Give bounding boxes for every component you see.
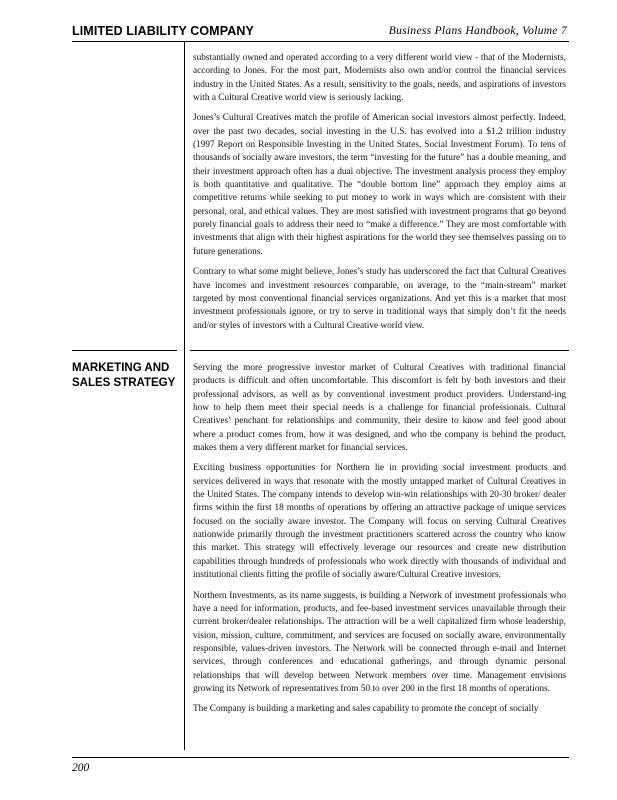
paragraph: Northern Investments, as its name suggests, is building a Network of investment professionals who have a need for information, products, and fee-based investment services unavailable through their current broker/dealer relationships. The attraction will be a well capitalized firm whose leadership, vision, mission, culture, commitment, and services are focused on socially aware, environmentally responsible, values-driven investors. The Network will be connected through e-mail and Internet services, through conferences and educational gatherings, and through dynamic personal relationships that will develop between Network members over time. Management envisions growing its Network of representatives from 50 to over 200 in the first 18 months of operations. — [193, 590, 566, 694]
section-body-continued — [193, 52, 566, 340]
column-divider — [184, 42, 185, 750]
paragraph: Jones’s Cultural Creatives match the profile of American social investors almost perfectly. Indeed, over the past two decades, social investing in the U.S. has evolved into a $1.2 trillion industry (1997 Report on Responsible Investing in the United States, Social Investment Forum). To tens of thousands of socially aware investors, the term “investing for the future” has a double meaning, and their investment approach often has a dual objective. The investment analysis process they employ is both quantitative and qualitative. The “double bottom line” approach they employ aims at competitive returns while seeking to put money to work in ways which are consistent with their personal, oral, and ethical values. They are most satisfied with investment programs that go beyond purely financial goals to address their need to “make a difference.” They are most comfortable with investments that align with their highest aspirations for the world they see themselves passing on to future generations. — [193, 113, 566, 257]
section-rule-main — [190, 350, 569, 351]
section-heading-line: MARKETING AND — [72, 362, 170, 374]
paragraph: The Company is building a marketing and sales capability to promote the concept of socially — [193, 704, 539, 715]
page-number: 200 — [72, 762, 90, 774]
footer-rule — [72, 757, 569, 758]
paragraph: Serving the more progressive investor market of Cultural Creatives with traditional financial products is difficult and often uncomfortable. This discomfort is felt by both investors and their professional advisors, as well as by conventional investment product providers. Understand-ing how to help them meet their special needs is a challenge for financial professionals. Cultural Creatives’ penchant for relationships and community, their desire to know and feel good about where a product comes from, how it was designed, and who the company is behind the product, makes them a very different market for financial services. — [193, 363, 566, 454]
running-header-left: LIMITED LIABILITY COMPANY — [72, 24, 254, 38]
running-header-right: Business Plans Handbook, Volume 7 — [388, 25, 567, 37]
section-rule-left — [72, 350, 177, 351]
paragraph: Contrary to what some might believe, Jones’s study has underscored the fact that Cultural Creatives have incomes and investment resources comparable, on average, to the “main-stream” market targeted by most conventional financial services organizations. And yet this is a market that most investment professionals ignore, or try to serve in traditional ways that simply don’t fit the needs and/or styles of investors with a Cultural Creative world view. — [193, 267, 566, 331]
section-heading-line: SALES STRATEGY — [72, 377, 176, 389]
paragraph: Exciting business opportunities for Northern lie in providing social investment products and services delivered in ways that resonate with the mostly untapped market of Cultural Creatives in the United States. The company intends to develop win-win relationships with 20-30 broker/ dealer firms within the first 18 months of operations by offering an attractive package of unique services focused on the socially aware investor. The Company will focus on serving Cultural Creatives nationwide primarily through the investment practitioners scattered across the country who know this market. This strategy will effectively leverage our resources and create new distribution capabilities through hundreds of professionals who work directly with thousands of individual and institutional clients fitting the profile of socially aware/Cultural Creative investors. — [193, 463, 566, 581]
paragraph: substantially owned and operated according to a very different world view - that of the Modernists, according to Jones. For the most part, Modernists also own and/or control the financial services industry in the United States. As a result, sensitivity to the goals, needs, and aspirations of investors with a Cultural Creative world view is seriously lacking. — [193, 53, 566, 104]
section-heading-marketing — [72, 361, 180, 391]
section-body-marketing — [193, 362, 566, 724]
header-rule — [72, 41, 569, 42]
